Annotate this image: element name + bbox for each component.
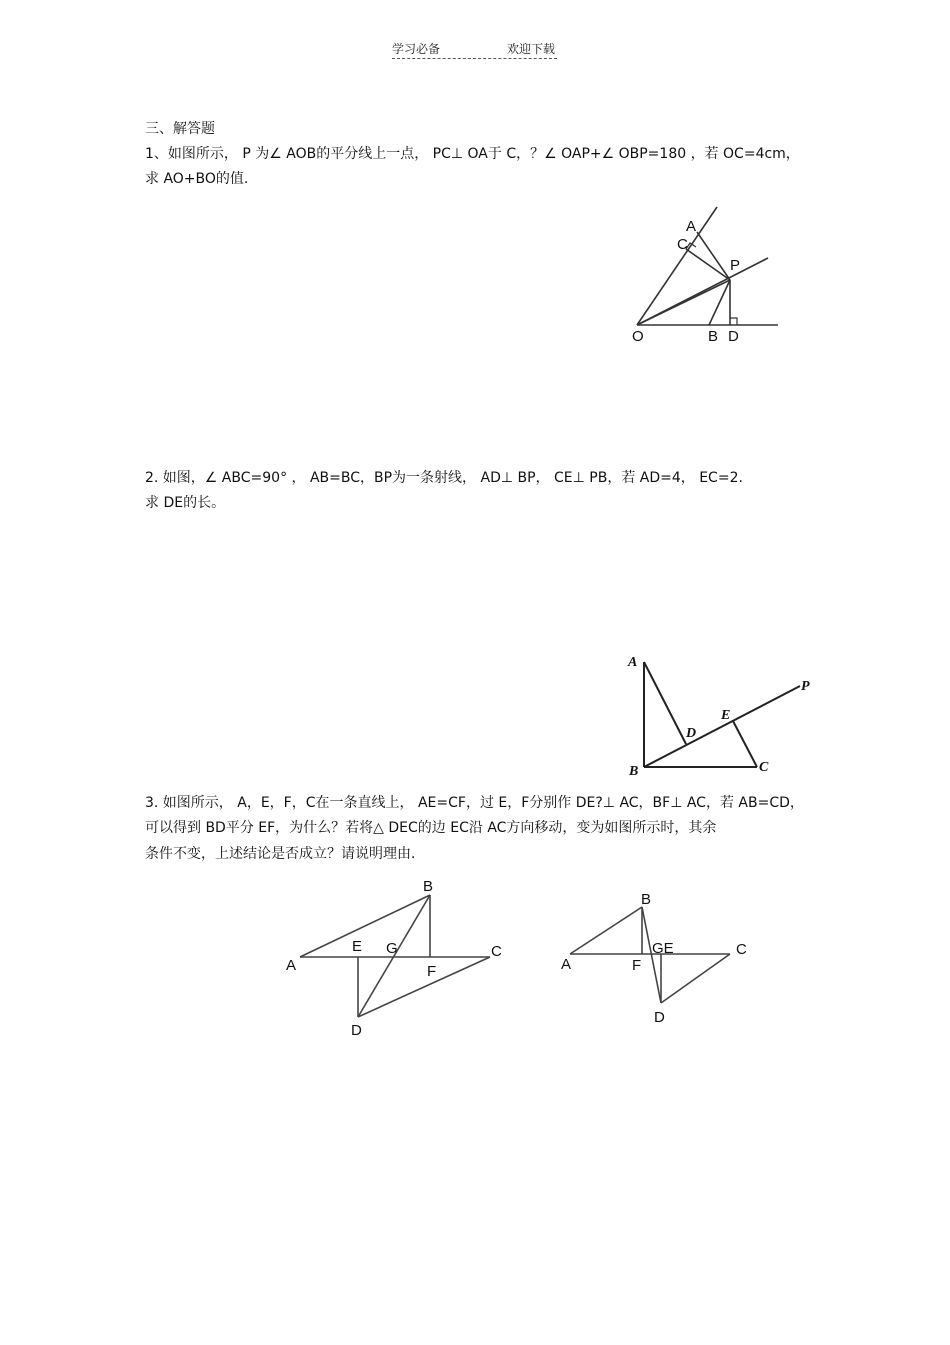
header-right: 欢迎下载 xyxy=(506,42,555,56)
fig1-label-o: O xyxy=(632,328,644,345)
fig2-label-c: C xyxy=(759,760,769,775)
fig2-ray-bp xyxy=(644,686,800,767)
fig3a-label-b: B xyxy=(423,878,434,895)
fig3a-label-a: A xyxy=(286,957,297,974)
header-left: 学习必备 xyxy=(392,42,441,56)
fig2-label-b: B xyxy=(629,764,639,779)
fig3a-label-d: D xyxy=(351,1022,362,1039)
problem-2-line-1: 2. 如图，∠ ABC=90° ， AB=BC，BP为一条射线， AD⊥ BP， CE⊥ PB，若 AD=4， EC=2. xyxy=(145,470,743,486)
fig1-label-b: B xyxy=(708,328,719,345)
figure-1 xyxy=(637,207,778,325)
fig1-label-c: C xyxy=(677,236,688,253)
fig3a-segment-dc xyxy=(358,957,490,1017)
fig3b-segment-dc xyxy=(661,954,730,1003)
fig3a-label-c: C xyxy=(491,943,502,960)
fig2-label-d: D xyxy=(686,726,697,741)
fig1-segment-cp xyxy=(686,249,730,280)
fig3a-label-f: F xyxy=(427,963,437,980)
fig1-label-p: P xyxy=(730,257,741,274)
fig1-segment-op xyxy=(637,280,730,325)
figure-3b xyxy=(570,907,730,1003)
fig3b-label-c: C xyxy=(736,941,747,958)
fig2-segment-ad xyxy=(644,662,686,744)
problem-1-line-1: 1、如图所示， P 为∠ AOB的平分线上一点， PC⊥ OA于 C，？∠ OAP+∠ OBP=180 ，若 OC=4cm， xyxy=(145,146,800,162)
fig3b-segment-ab xyxy=(570,907,642,954)
fig3b-label-ge: GE xyxy=(652,940,674,957)
section-title: 三、解答题 xyxy=(145,121,215,137)
fig3a-label-g: G xyxy=(386,940,398,957)
fig1-label-d: D xyxy=(728,328,739,345)
fig2-label-a: A xyxy=(628,655,638,670)
problem-2-line-2: 求 DE的长。 xyxy=(145,495,226,511)
fig3b-label-d: D xyxy=(654,1009,665,1026)
fig2-label-e: E xyxy=(721,708,731,723)
problem-3-line-3: 条件不变，上述结论是否成立？请说明理由. xyxy=(145,846,416,862)
fig2-label-p: P xyxy=(801,679,810,694)
fig1-segment-ap xyxy=(697,232,730,280)
problem-3-line-2: 可以得到 BD平分 EF，为什么？若将△ DEC的边 EC沿 AC方向移动，变为如图所示时，其余 xyxy=(145,820,717,836)
fig3b-label-a: A xyxy=(561,956,572,973)
fig1-label-a: A xyxy=(686,218,697,235)
fig3b-label-b: B xyxy=(641,891,652,908)
fig3b-label-f: F xyxy=(632,957,642,974)
fig3a-segment-ab xyxy=(300,895,430,957)
fig1-right-angle-d xyxy=(730,318,737,325)
problem-3-line-1: 3. 如图所示， A，E，F，C在一条直线上， AE=CF，过 E，F分别作 DE?⊥ AC，BF⊥ AC，若 AB=CD， xyxy=(145,795,804,811)
problem-1-line-2: 求 AO+BO的值. xyxy=(145,171,249,187)
fig2-segment-ec xyxy=(733,721,757,767)
fig1-ray-oa xyxy=(637,207,717,325)
fig3a-label-e: E xyxy=(352,938,363,955)
